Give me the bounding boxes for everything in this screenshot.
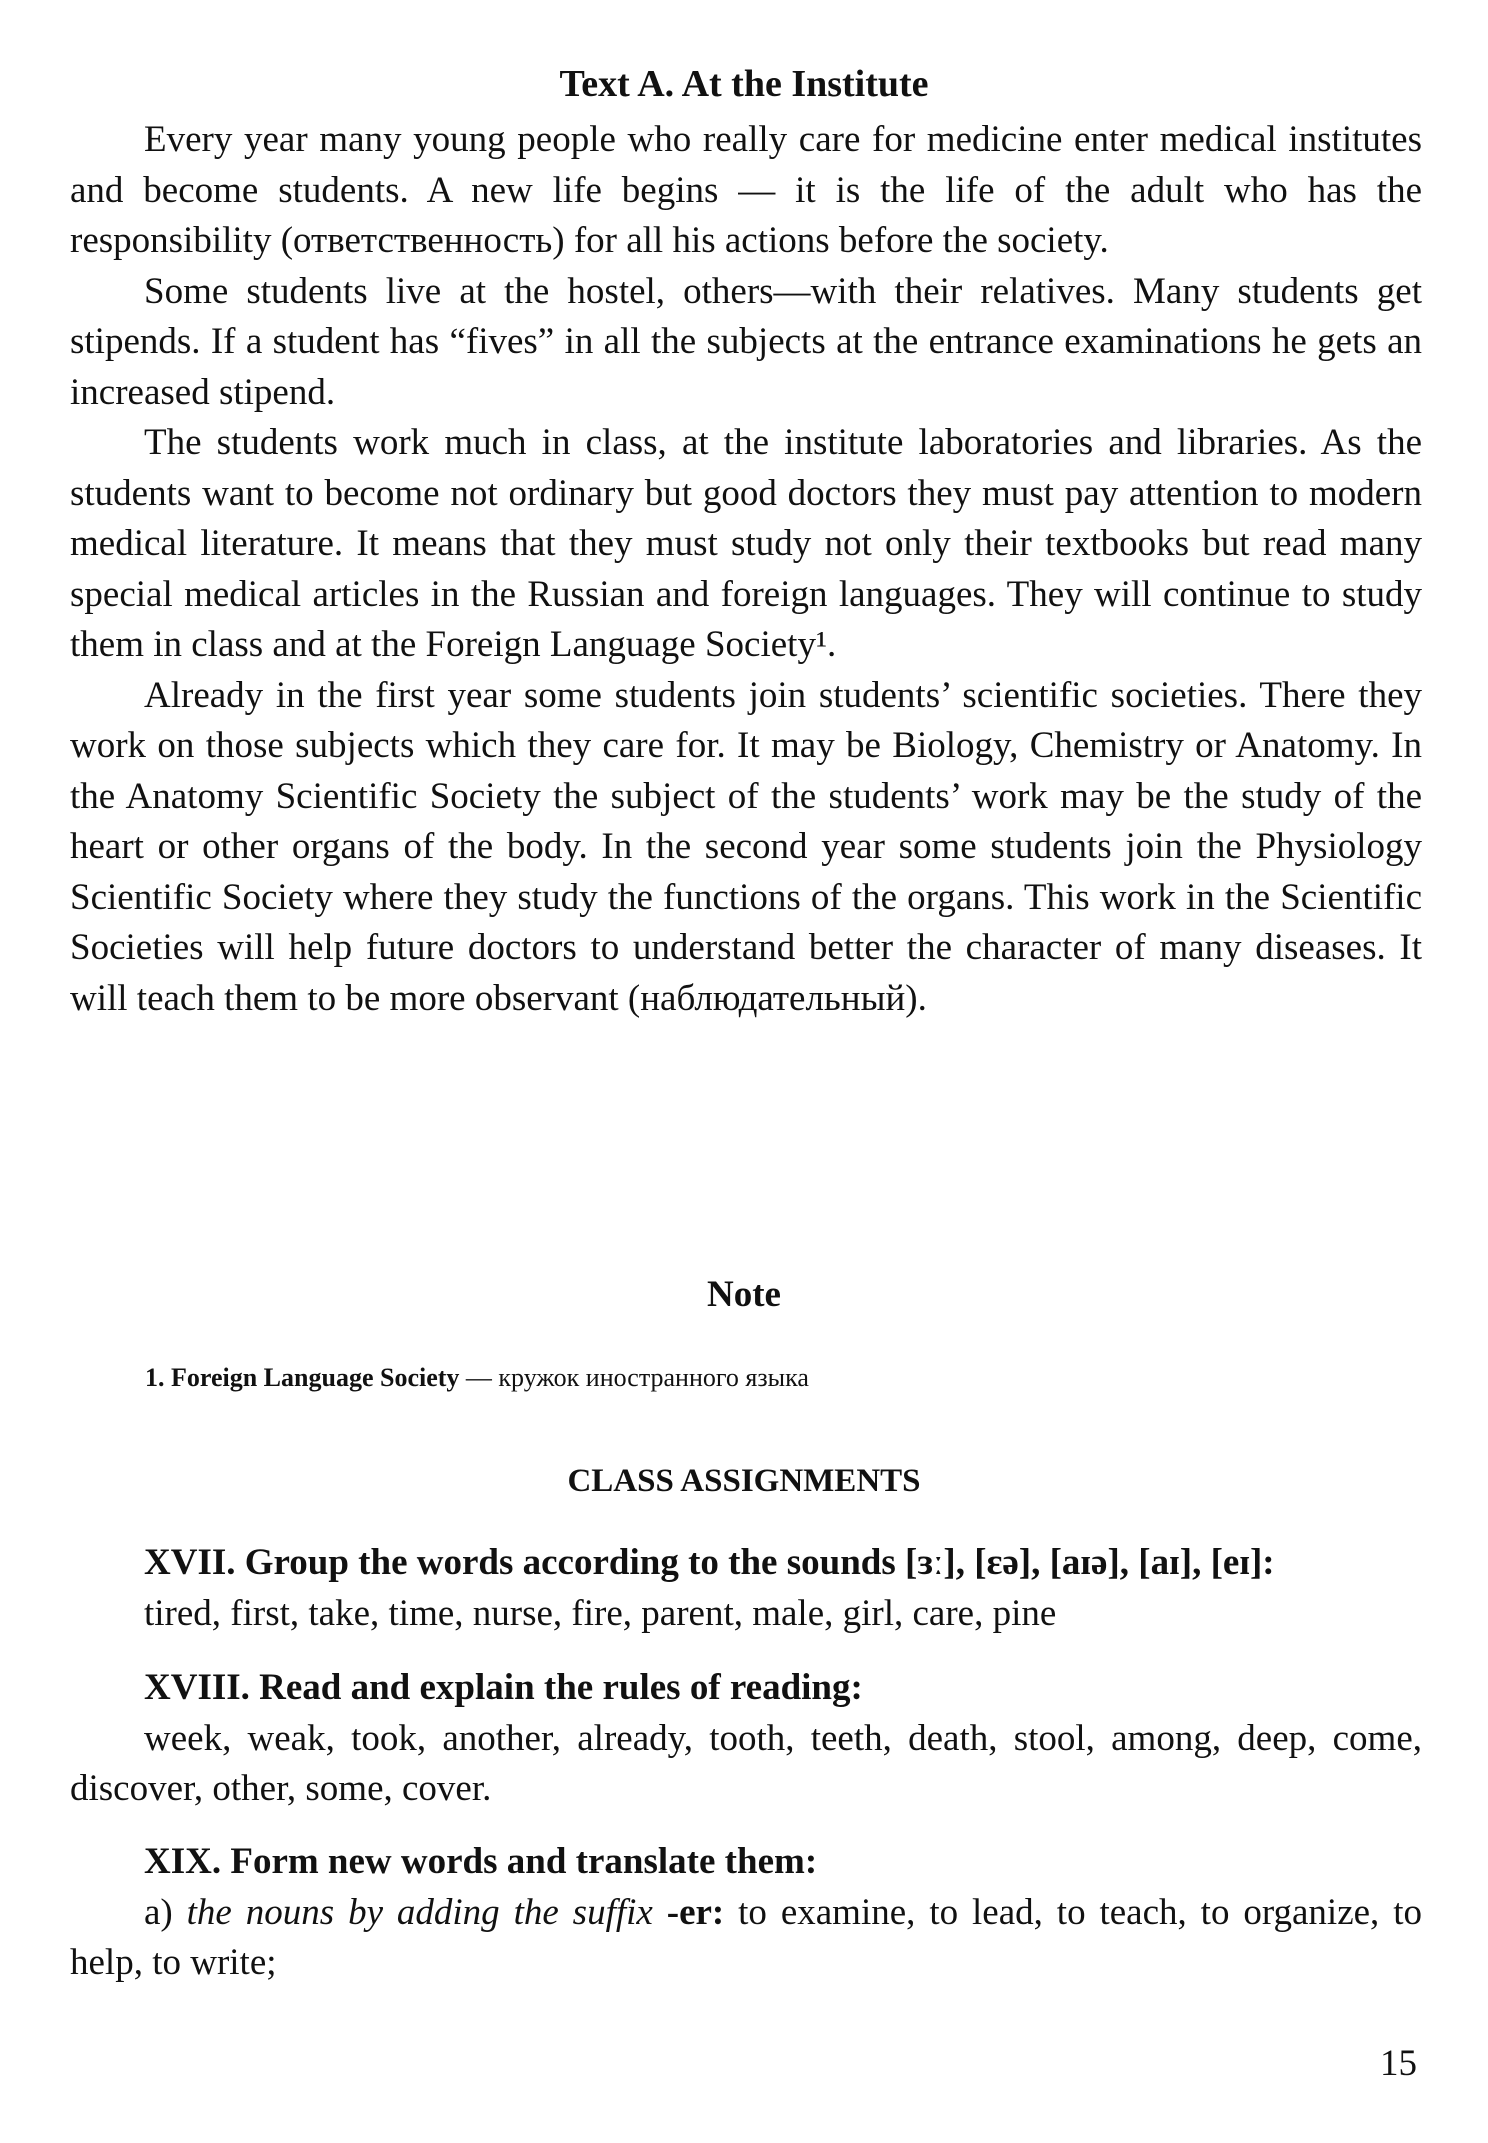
page-number: 15 [1380, 2043, 1417, 2084]
paragraph-1: Every year many young people who really care for medicine enter medical institutes and become students. A new life begins — it is the life of the adult who has the responsibility (ответственность) for all his actions before the society. [70, 119, 1422, 261]
paragraph-2: Some students live at the hostel, others—with their relatives. Many students get stipends. If a student has “fives” in all the subjects at the entrance examinations he gets an increased stipend. [70, 270, 1422, 413]
footnote-number: 1. [145, 1363, 165, 1392]
item-a-instruction: the nouns by adding the suffix [186, 1891, 653, 1933]
footnote [145, 1363, 809, 1393]
exercise-18-words: week, weak, took, another, already, tooth, teeth, death, stool, among, deep, come, discover, other, some, cover. [70, 1717, 1422, 1809]
footnote-dash: — [465, 1363, 492, 1392]
paragraph-3: The students work much in class, at the institute laboratories and libraries. As the students want to become not ordinary but good doctors they must pay attention to modern medical literature. It means that they must study not only their textbooks but read many special medical articles in the Russian and foreign languages. They will continue to study them in class and at the Foreign Language Society¹. [70, 422, 1422, 665]
exercise-19-item-a [70, 1888, 1422, 1989]
exercise-18-heading: XVIII. Read and explain the rules of reading: [144, 1667, 863, 1708]
exercise-17-heading: XVII. Group the words according to the sounds [ɜː], [ɛə], [aɪə], [aɪ], [eɪ]: [144, 1542, 1275, 1583]
exercise-19-heading: XIX. Form new words and translate them: [144, 1841, 818, 1882]
paragraph-4: Already in the first year some students join students’ scientific societies. There they work on those subjects which they care for. It may be Biology, Chemistry or Anatomy. In the Anatomy Scientific Society the subject of the students’ work may be the study of the heart or other organs of the body. In the second year some students join the Physiology Scientific Society where they study the functions of the organs. This work in the Scientific Societies will help future doctors to understand better the character of many diseases. It will teach them to be more observant (наблюдательный). [70, 674, 1422, 1019]
footnote-translation: кружок иностранного языка [498, 1363, 809, 1392]
footnote-term: Foreign Language Society [171, 1363, 460, 1392]
exercise-17-words: tired, first, take, time, nurse, fire, parent, male, girl, care, pine [144, 1592, 1057, 1634]
note-heading: Note [707, 1274, 781, 1315]
item-a-words: to examine, to lead, to teach, to organize, to help, to write; [70, 1891, 1422, 1983]
item-a-suffix: -er: [666, 1891, 725, 1933]
class-assignments-heading: CLASS ASSIGNMENTS [567, 1463, 921, 1499]
exercise-17 [70, 1538, 1422, 1639]
item-a-label: a) [144, 1891, 173, 1933]
main-text [70, 115, 1422, 1024]
exercise-18 [70, 1663, 1422, 1815]
exercise-19 [70, 1837, 1422, 1989]
page-title: Text A. At the Institute [559, 63, 929, 105]
